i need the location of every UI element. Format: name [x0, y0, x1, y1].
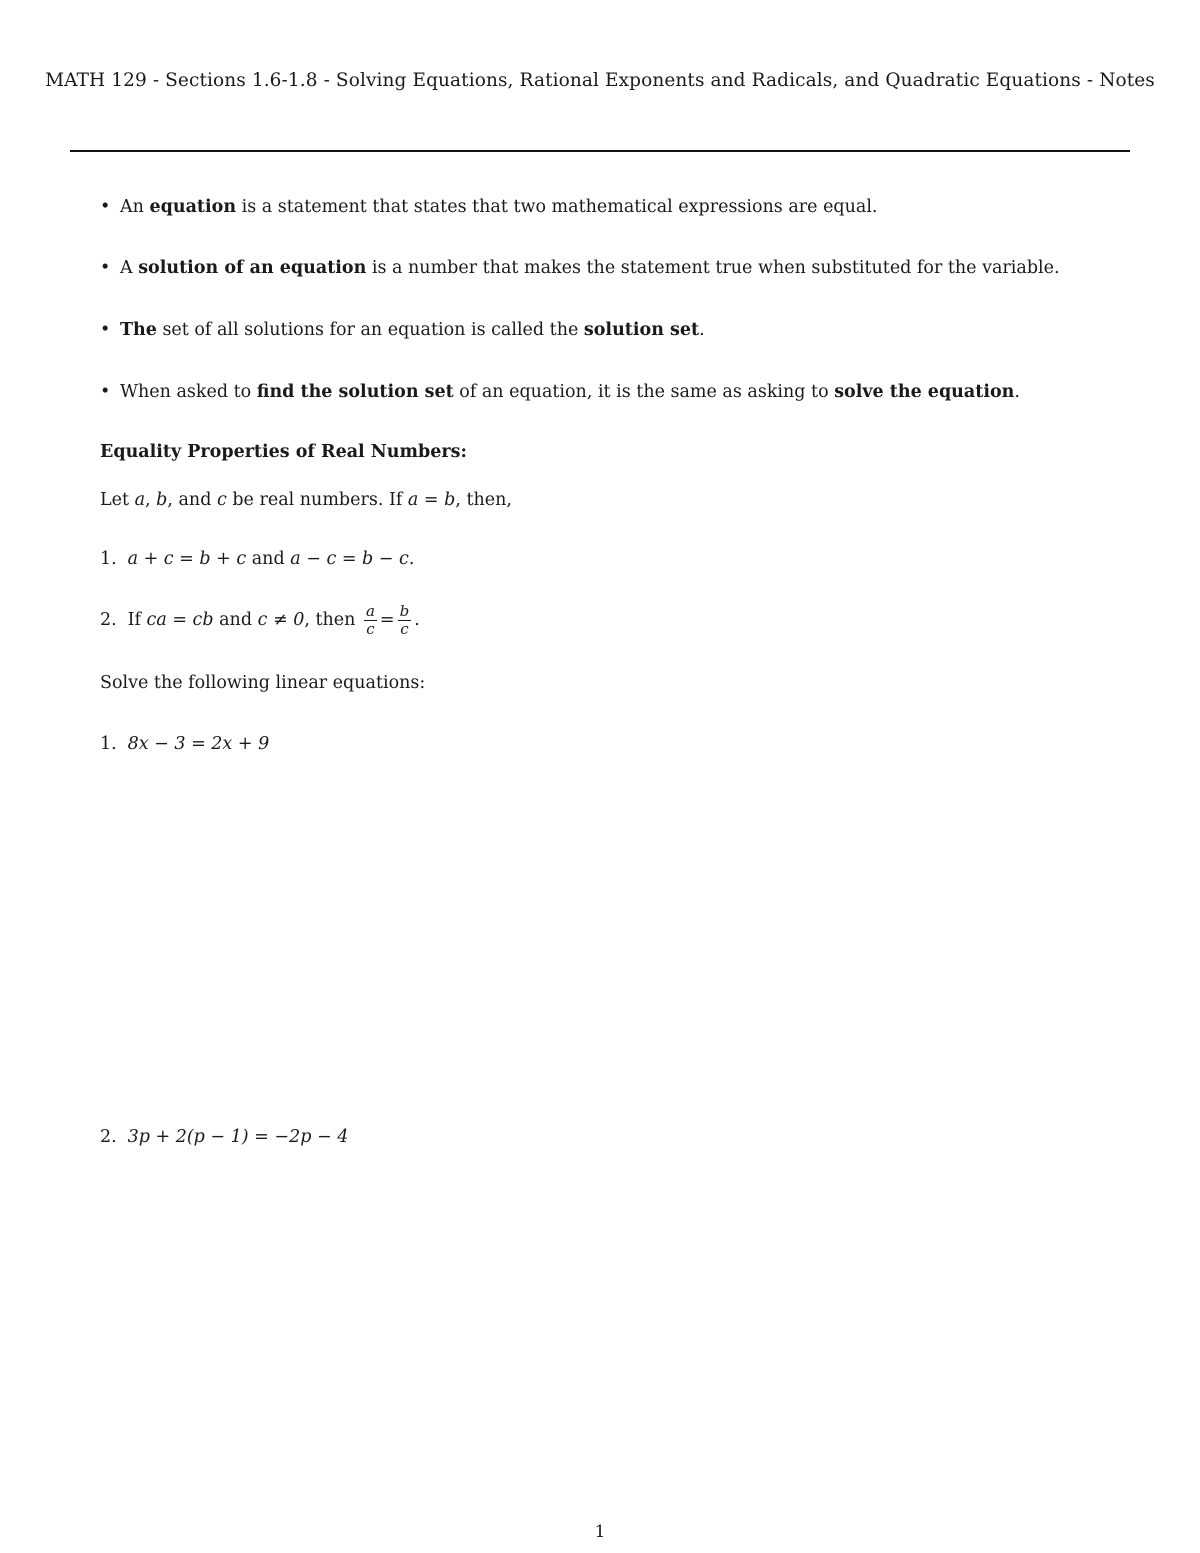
math-expression: a + c = b + c [127, 549, 247, 569]
list-number: 1. [100, 549, 117, 569]
intro-text: , then, [455, 490, 512, 510]
bullet-marker: • [100, 197, 111, 217]
property-item-1 [100, 549, 414, 569]
intro-text: Let [100, 490, 135, 510]
property-text: and [213, 610, 258, 630]
bullet-text: . [699, 320, 705, 340]
math-var: c [216, 490, 227, 510]
fraction-a-over-c [364, 603, 377, 638]
bullet-bold-term: find the solution set [256, 382, 454, 402]
list-number: 2. [100, 610, 117, 630]
bullet-text: A [120, 258, 139, 278]
bullet-bold-term: solution of an equation [138, 258, 367, 278]
exercise-item-2 [100, 1127, 348, 1147]
intro-text: , and [167, 490, 217, 510]
math-var: b [156, 490, 168, 510]
bullet-text: of an equation, it is the same as asking to [453, 382, 835, 402]
bullet-marker: • [100, 320, 111, 340]
fraction-denominator: c [366, 620, 375, 638]
fraction-b-over-c [398, 603, 412, 638]
math-expression: a − c = b − c [290, 549, 409, 569]
page-number: 1 [594, 1522, 606, 1542]
math-expression: 8x − 3 = 2x + 9 [127, 734, 270, 754]
properties-intro [100, 490, 512, 510]
intro-text: , [145, 490, 157, 510]
intro-text: be real numbers. If [226, 490, 408, 510]
bullet-bold-term: The [120, 320, 157, 340]
math-expression: 3p + 2(p − 1) = −2p − 4 [127, 1127, 349, 1147]
property-text: , then [304, 610, 361, 630]
math-expression: ca = cb [146, 610, 214, 630]
property-text: If [127, 610, 147, 630]
bullet-text: . [1014, 382, 1020, 402]
exercises-heading: Solve the following linear equations: [100, 673, 426, 693]
page-header-title: MATH 129 - Sections 1.6-1.8 - Solving Equations, Rational Exponents and Radicals, and Quadratic Equations - Notes [45, 70, 1155, 91]
property-text: . [408, 549, 415, 569]
header-rule [70, 150, 1130, 152]
bullet-text: is a statement that states that two mathematical expressions are equal. [236, 197, 878, 217]
bullet-text: is a number that makes the statement true when substituted for the variable. [366, 258, 1060, 278]
fraction-denominator: c [400, 620, 409, 638]
bullet-bold-term: equation [149, 197, 237, 217]
property-item-2 [100, 603, 420, 638]
equals-sign: = [379, 610, 395, 630]
bullet-marker: • [100, 382, 111, 402]
list-number: 1. [100, 734, 117, 754]
bullet-marker: • [100, 258, 111, 278]
math-expression: a = b [407, 490, 456, 510]
math-expression: c ≠ 0 [257, 610, 305, 630]
property-text: . [414, 610, 420, 630]
section-heading-equality-properties: Equality Properties of Real Numbers: [100, 442, 467, 462]
bullet-text: set of all solutions for an equation is called the [156, 320, 584, 340]
math-var: a [134, 490, 146, 510]
exercise-item-1 [100, 734, 269, 754]
property-text: and [246, 549, 291, 569]
bullet-text: An [120, 197, 150, 217]
bullet-item-find-solution-set [100, 382, 1020, 402]
fraction-numerator: a [365, 602, 375, 620]
bullet-bold-term: solution set [583, 320, 700, 340]
bullet-item-equation [100, 197, 878, 217]
bullet-item-solution-set [100, 320, 705, 340]
fraction-numerator: b [399, 602, 410, 620]
bullet-text: When asked to [120, 382, 257, 402]
bullet-item-solution [100, 258, 1060, 278]
bullet-bold-term: solve the equation [834, 382, 1015, 402]
list-number: 2. [100, 1127, 117, 1147]
